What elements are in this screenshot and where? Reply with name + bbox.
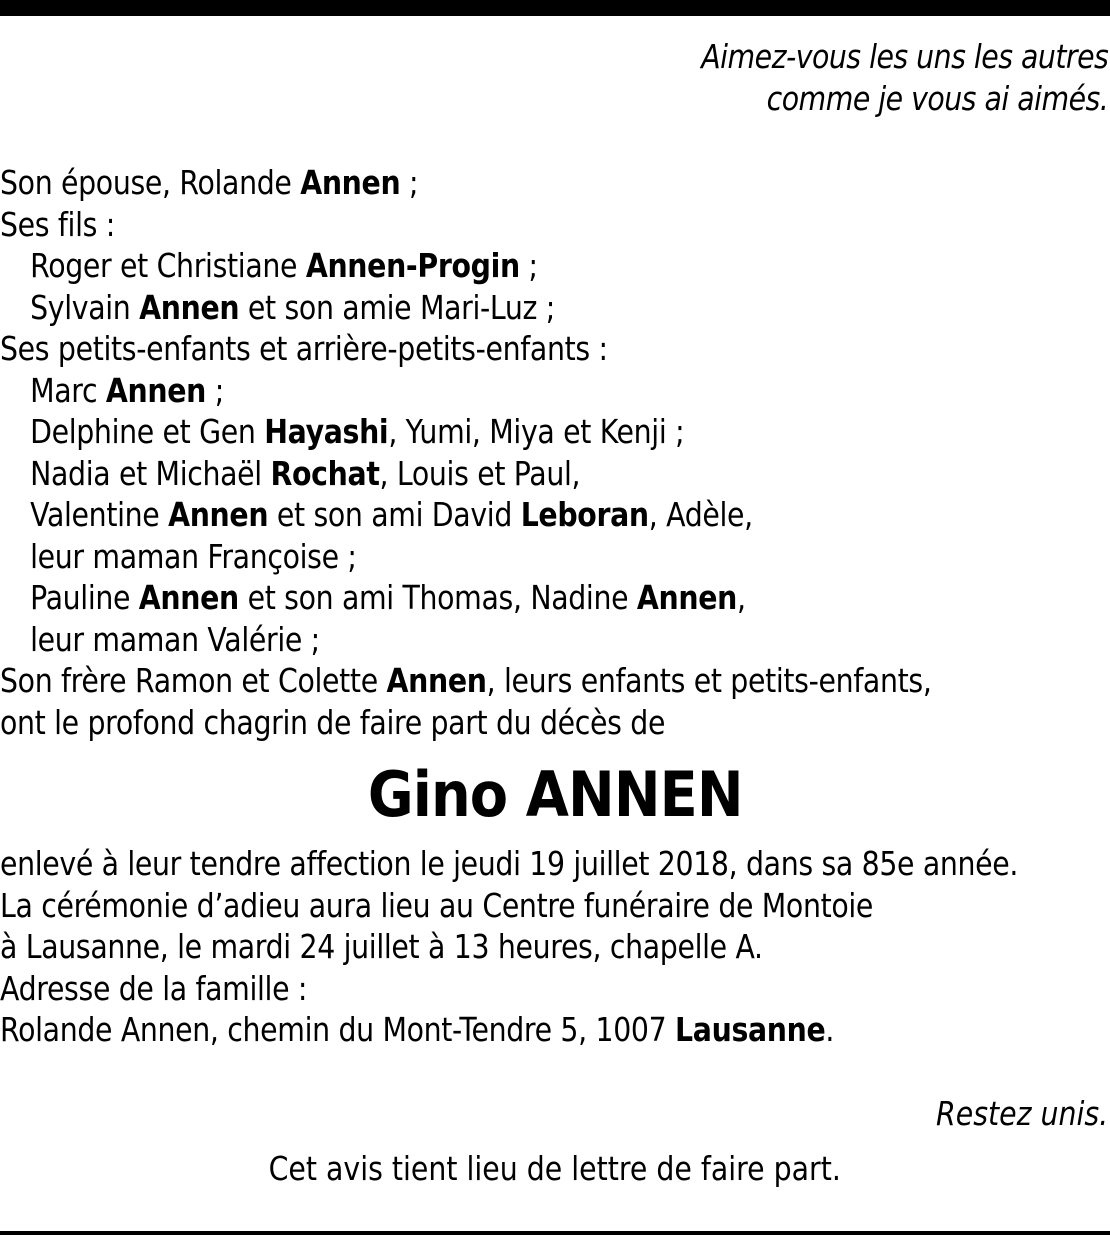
grandchild-line-4 <box>0 494 932 536</box>
son-2-surname: Annen <box>139 287 240 327</box>
gc6-suffix: , <box>737 578 746 617</box>
son-1-suffix: ; <box>519 246 538 285</box>
bottom-rule <box>0 1231 1110 1235</box>
details-line-4: Adresse de la famille : <box>0 968 308 1008</box>
gc1-prefix: Marc <box>30 370 106 410</box>
brother-line <box>0 660 932 702</box>
deceased-name-block <box>0 760 1110 830</box>
deceased-name: Gino ANNEN <box>367 758 743 831</box>
gc1-suffix: ; <box>206 370 224 410</box>
epigraph-line-2: comme je vous ai aimés. <box>766 79 1108 118</box>
gc3-prefix: Nadia et Michaël <box>30 453 271 493</box>
announcement-line: ont le profond chagrin de faire part du décès de <box>0 702 666 742</box>
brother-prefix: Son frère Ramon et Colette <box>0 661 387 700</box>
gc4-middle: et son ami David <box>268 495 521 534</box>
spouse-line <box>0 162 932 204</box>
gc6-middle: et son ami Thomas, Nadine <box>238 578 637 617</box>
grandchild-line-7: leur maman Valérie ; <box>30 619 320 659</box>
address-line <box>0 1009 1018 1051</box>
grandchild-line-2 <box>0 411 932 453</box>
details-line-2: La cérémonie d’adieu aura lieu au Centre funéraire de Montoie <box>0 885 874 925</box>
gc6-prefix: Pauline <box>30 578 139 617</box>
sons-heading: Ses fils : <box>0 204 115 244</box>
details-line-3: à Lausanne, le mardi 24 juillet à 13 heures, chapelle A. <box>0 927 763 966</box>
grandchildren-heading: Ses petits-enfants et arrière-petits-enfants : <box>0 329 608 368</box>
gc3-suffix: , Louis et Paul, <box>379 453 581 493</box>
grandchild-line-5: leur maman Françoise ; <box>30 536 357 576</box>
family-list <box>0 162 932 743</box>
son-2-suffix: et son amie Mari-Luz ; <box>239 287 555 327</box>
son-1-line <box>0 245 932 287</box>
footer-note-block <box>0 1148 1110 1190</box>
address-suffix: . <box>825 1010 835 1049</box>
address-city: Lausanne <box>675 1010 826 1049</box>
gc2-prefix: Delphine et Gen <box>30 412 265 451</box>
grandchild-line-3 <box>0 453 932 495</box>
grandchild-line-1 <box>0 370 932 412</box>
grandchild-line-6 <box>0 577 932 619</box>
gc6-surname: Annen <box>138 578 239 617</box>
gc2-surname: Hayashi <box>264 412 389 451</box>
spouse-prefix: Son épouse, Rolande <box>0 163 301 202</box>
details-line-1: enlevé à leur tendre affection le jeudi 19 juillet 2018, dans sa 85e année. <box>0 844 1019 883</box>
gc4-suffix: , Adèle, <box>648 495 753 534</box>
spouse-surname: Annen <box>300 163 401 202</box>
gc6-surname-2: Annen <box>636 578 738 617</box>
gc1-surname: Annen <box>105 370 207 410</box>
details-block <box>0 843 1018 1051</box>
gc4-surname: Annen <box>168 495 269 534</box>
closing-phrase: Restez unis. <box>935 1094 1108 1133</box>
son-1-prefix: Roger et Christiane <box>30 246 306 285</box>
gc4-prefix: Valentine <box>30 495 169 534</box>
top-rule <box>0 0 1110 16</box>
gc4-surname-2: Leboran <box>520 495 649 534</box>
son-2-line <box>0 287 932 329</box>
son-2-prefix: Sylvain <box>30 287 140 327</box>
footer-note: Cet avis tient lieu de lettre de faire part. <box>268 1149 842 1188</box>
epigraph-line-1: Aimez-vous les uns les autres <box>700 37 1108 76</box>
gc3-surname: Rochat <box>270 453 380 493</box>
gc2-suffix: , Yumi, Miya et Kenji ; <box>388 412 685 451</box>
brother-suffix: , leurs enfants et petits-enfants, <box>486 661 932 700</box>
brother-surname: Annen <box>386 661 487 700</box>
spouse-suffix: ; <box>400 163 419 202</box>
address-prefix: Rolande Annen, chemin du Mont-Tendre 5, 1007 <box>0 1010 676 1049</box>
son-1-surname: Annen-Progin <box>305 246 520 285</box>
epigraph <box>701 36 1108 120</box>
